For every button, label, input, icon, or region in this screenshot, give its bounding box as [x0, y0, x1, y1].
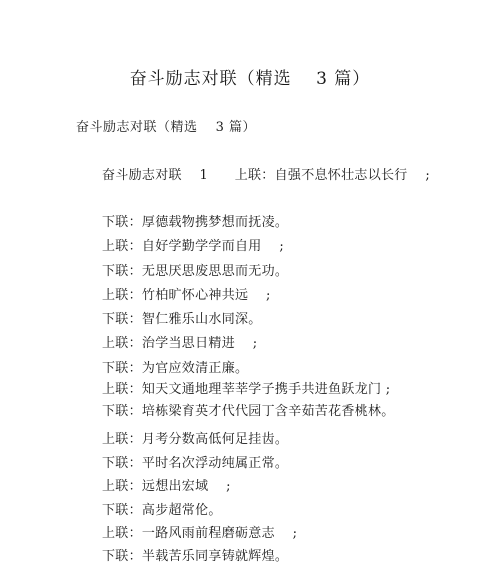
couplet-line: 上联：竹柏旷怀心神共远 ; — [102, 288, 271, 303]
couplet-line: 下联：高步超常伦。 — [102, 503, 222, 518]
couplet-line-wrapped: 上联：知天文通地理莘莘学子携手共进鱼跃龙门 ; 下联：培栋梁育英才代代园丁含辛茹苦花香桃林。 — [102, 382, 395, 419]
couplet-line: 上联：治学当思日精进 ; — [102, 336, 258, 351]
couplet-line: 下联：厚德载物携梦想而抚凌。 — [102, 215, 289, 230]
couplet-line: 下联：无思厌思废思思而无功。 — [102, 264, 289, 279]
couplet-line: 上联：远想出宏域 ; — [102, 479, 231, 494]
couplet-line: 上联：自好学勤学学而自用 ; — [102, 239, 285, 254]
couplet-line: 下联：半载苦乐同享铸就辉煌。 — [102, 549, 289, 564]
couplet-line: 下联：智仁雅乐山水同深。 — [102, 312, 262, 327]
document-subtitle: 奋斗励志对联（精选 3 篇） — [76, 120, 257, 135]
couplet-line: 奋斗励志对联 1 上联：自强不息怀壮志以长行 ; — [102, 168, 431, 183]
couplet-line: 下联：为官应效清正廉。 — [102, 361, 249, 376]
couplet-line: 下联：平时名次浮动纯属正常。 — [102, 456, 289, 471]
couplet-line: 上联：月考分数高低何足挂齿。 — [102, 432, 289, 447]
page-title: 奋斗励志对联（精选 3 篇） — [129, 69, 371, 89]
couplet-line: 上联：一路风雨前程磨砺意志 ; — [102, 526, 298, 541]
